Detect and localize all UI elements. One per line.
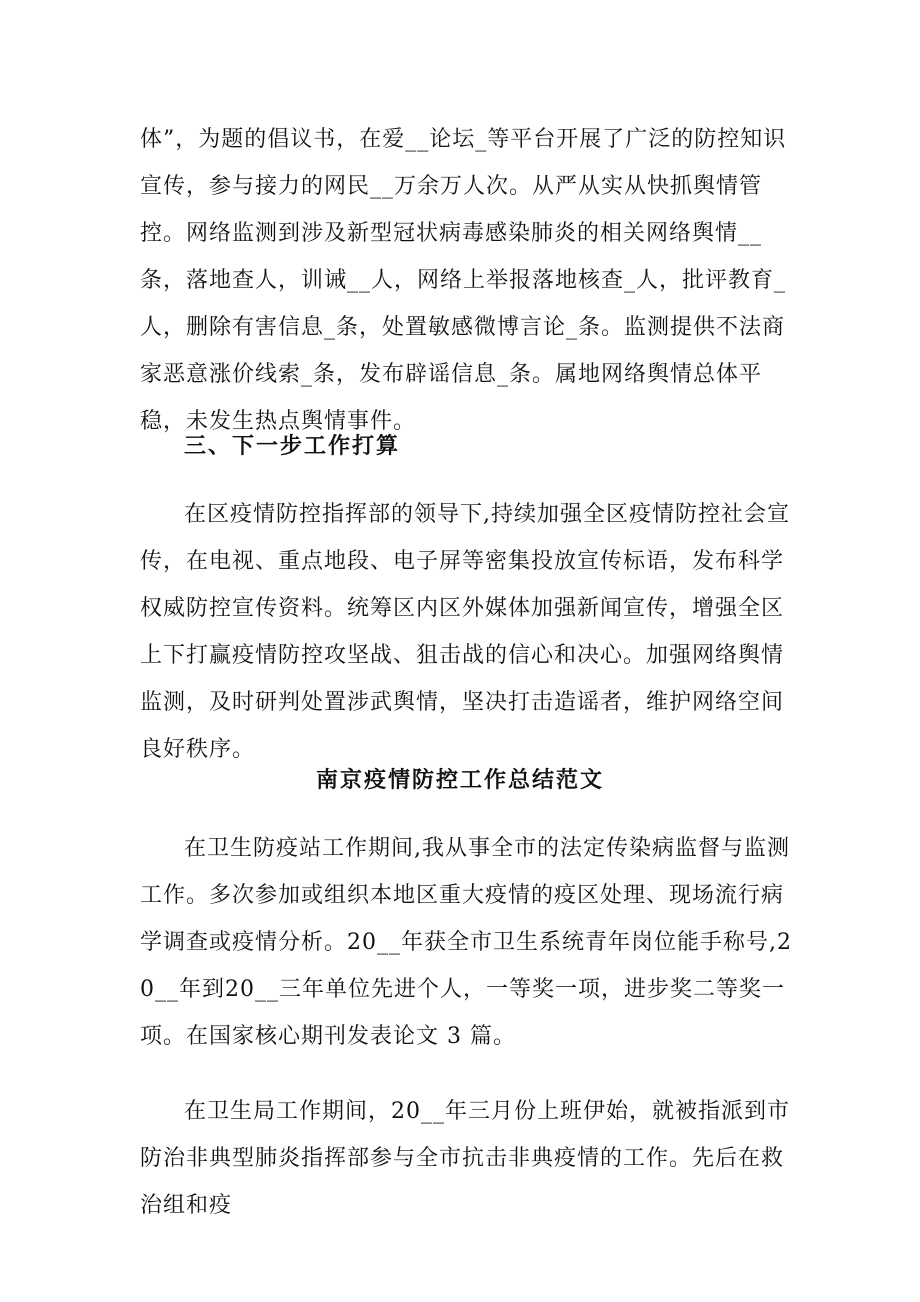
paragraph-next-steps: 在区疫情防控指挥部的领导下,持续加强全区疫情防控社会宣传，在电视、重点地段、电子屏等密集投放宣传标语，发布科学权威防控宣传资料。统筹区内区外媒体加强新闻宣传，增强全区上下打赢疫情防控攻坚战、狙击战的信心和决心。加强网络舆情监测，及时研判处置涉武舆情，坚决打击造谣者，维护网络空间良好秩序。 bbox=[140, 502, 790, 762]
paragraph-epidemic-station: 在卫生防疫站工作期间,我从事全市的法定传染病监督与监测工作。多次参加或组织本地区重大疫情的疫区处理、现场流行病学调查或疫情分析。20__年获全市卫生系统青年岗位能手称号,20__年到20__三年单位先进个人，一等奖一项，进步奖二等奖一项。在国家核心期刊发表论文 3 篇。 bbox=[140, 836, 792, 1049]
paragraph-public-opinion: 体”，为题的倡议书，在爱__论坛_等平台开展了广泛的防控知识宣传，参与接力的网民__万余万人次。从严从实从快抓舆情管控。网络监测到涉及新型冠状病毒感染肺炎的相关网络舆情__条，落地查人，训诫__人，网络上举报落地核查_人，批评教育_人，删除有害信息_条，处置敏感微博言论_条。监测提供不法商家恶意涨价线索_条，发布辟谣信息_条。属地网络舆情总体平稳，未发生热点舆情事件。 bbox=[140, 127, 787, 434]
paragraph-health-bureau: 在卫生局工作期间，20__年三月份上班伊始，就被指派到市防治非典型肺炎指挥部参与全市抗击非典疫情的工作。先后在救治组和疫 bbox=[140, 1099, 790, 1218]
article-title: 南京疫情防控工作总结范文 bbox=[315, 767, 604, 793]
section-heading-next-steps: 三、下一步工作打算 bbox=[184, 433, 401, 459]
